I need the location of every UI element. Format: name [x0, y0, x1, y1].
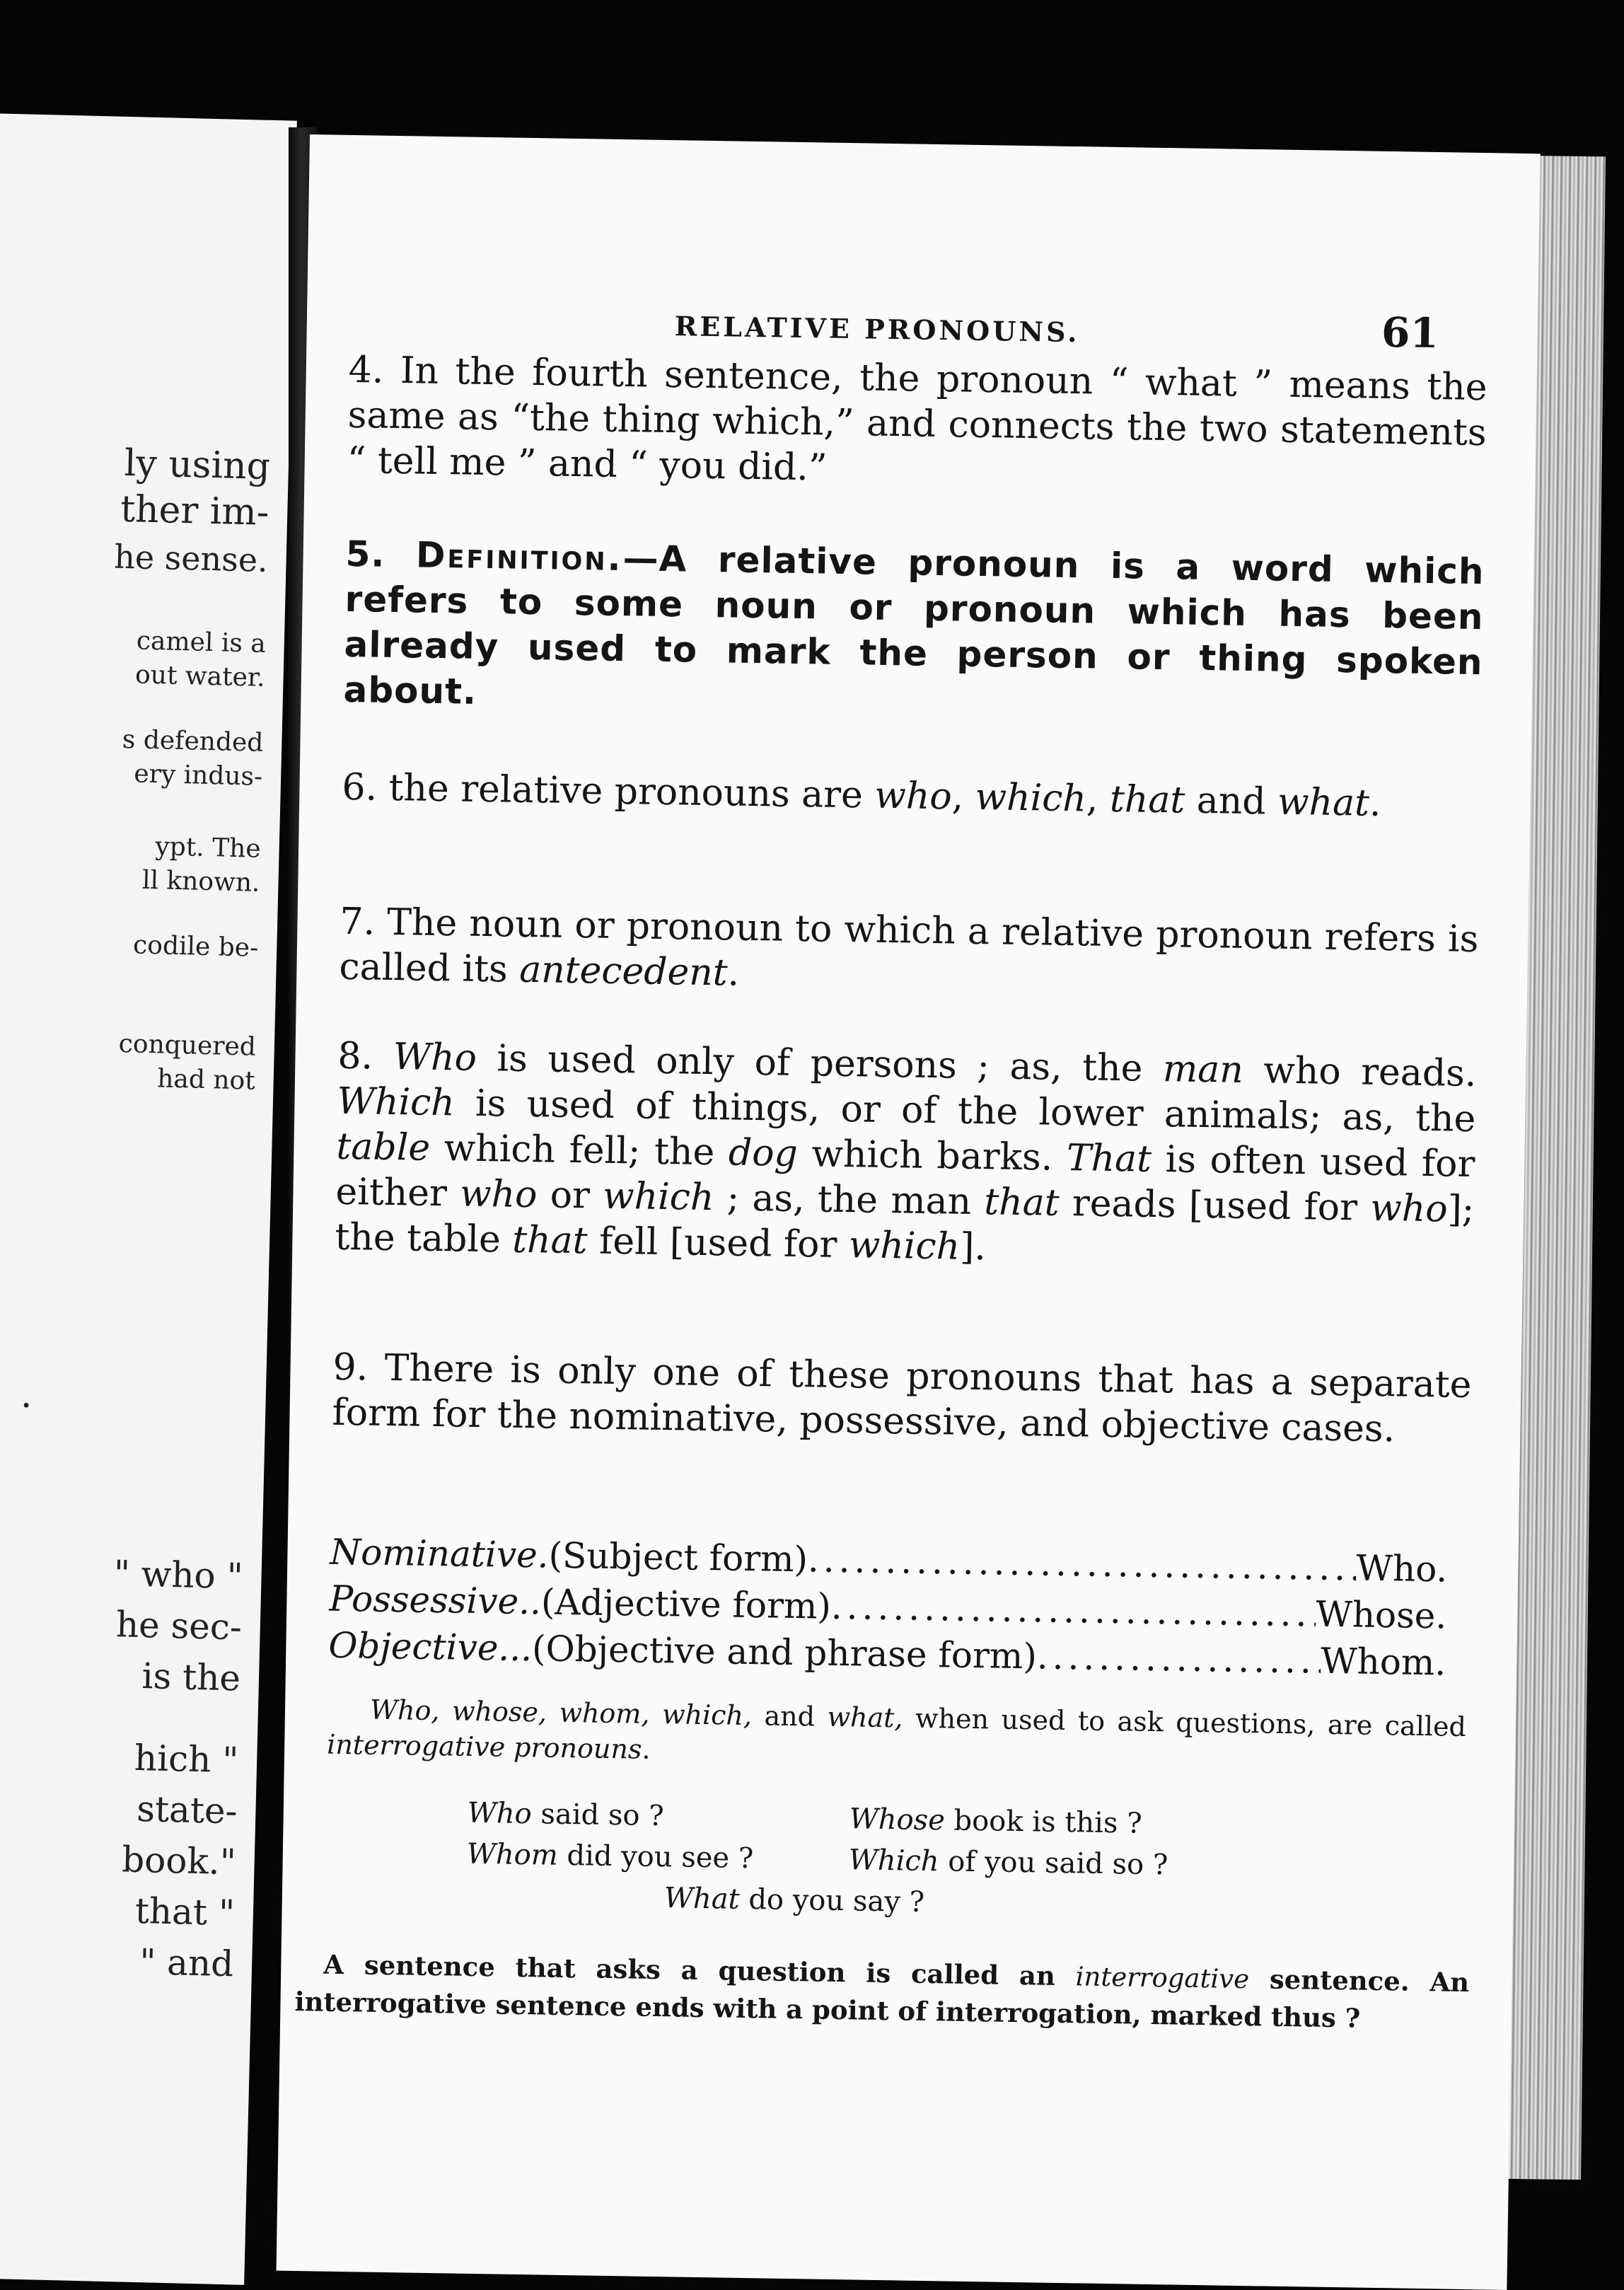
p8-which: which	[848, 1224, 961, 1268]
p8-man: man	[1162, 1048, 1244, 1092]
closing-term: interrogative	[1075, 1961, 1250, 1995]
left-fragment: ly using	[124, 441, 271, 488]
p8-text: is used of things, or of the lower animals; as, the	[454, 1082, 1476, 1141]
example-question	[466, 1834, 849, 1880]
left-fragment: ther im-	[120, 487, 270, 534]
definition-number: 5.	[345, 533, 385, 575]
note-text: and	[751, 1700, 828, 1733]
p8-text: reads [used for	[1059, 1181, 1371, 1230]
p8-number: 8.	[337, 1034, 394, 1079]
paragraph-9	[332, 1345, 1472, 1453]
definition-text: —A relative pronoun is a word which refers to some noun or pronoun which has been already used to mark the person or thing spoken about.	[343, 538, 1485, 712]
p8-that: That	[1066, 1136, 1152, 1181]
right-page	[277, 134, 1541, 2290]
case-description: (Adjective form)	[540, 1581, 832, 1627]
paragraph-5-definition	[343, 531, 1485, 730]
left-fragment: state-	[136, 1788, 238, 1832]
example-rest: did you see ?	[557, 1839, 754, 1875]
note-term: interrogative pronouns	[326, 1728, 642, 1765]
paragraph-9-text: 9. There is only one of these pronouns that has a separate form for the nominative, possessive, and objective cases.	[332, 1346, 1472, 1451]
example-word: Whose	[849, 1803, 946, 1837]
example-word: Who	[467, 1796, 533, 1831]
left-page	[0, 113, 297, 2285]
note-text: when used to ask questions, are called	[903, 1702, 1467, 1742]
left-fragment: s defended	[122, 724, 264, 758]
running-title: RELATIVE PRONOUNS.	[674, 310, 1080, 349]
p7-end: .	[727, 952, 740, 995]
left-fragment: " and	[139, 1941, 234, 1985]
example-rest: book is this ?	[944, 1804, 1142, 1840]
closing-text: A sentence that asks a question is called an	[323, 1948, 1077, 1992]
left-fragment: " who "	[113, 1553, 244, 1597]
left-fragment: camel is a	[136, 626, 267, 659]
p8-who: who	[459, 1172, 538, 1217]
example-word: Which	[848, 1844, 939, 1878]
note-words: Who, whose, whom, which,	[369, 1694, 753, 1732]
p6-and: and	[1184, 779, 1278, 823]
example-rest: of you said so ?	[939, 1845, 1168, 1882]
p6-which: which	[975, 775, 1087, 821]
case-description: (Objective and phrase form)	[531, 1628, 1038, 1677]
p8-text: which fell; the	[429, 1126, 729, 1174]
leader-dots	[808, 1536, 1357, 1591]
case-description: (Subject form)	[548, 1534, 808, 1580]
p8-who: Who	[393, 1036, 477, 1080]
p8-which: Which	[337, 1080, 456, 1125]
left-fragment: he sec-	[115, 1604, 243, 1648]
page-number: 61	[1381, 308, 1439, 358]
example-question	[663, 1878, 924, 1923]
note-text: .	[642, 1733, 651, 1765]
closing-note	[294, 1945, 1469, 2038]
case-form: Who.	[1356, 1547, 1448, 1590]
case-label: Objective...	[328, 1624, 533, 1670]
p6-lead: 6. the relative pronouns are	[342, 765, 875, 817]
left-fragment: that "	[134, 1890, 236, 1934]
paragraph-6: 6. the relative pronouns are who, which, that and what.	[342, 765, 1381, 825]
p8-that: that	[983, 1181, 1060, 1225]
left-fragment: codile be-	[132, 930, 259, 963]
left-fragment: had not	[156, 1064, 256, 1096]
leader-dots	[830, 1583, 1316, 1638]
case-form: Whose.	[1316, 1593, 1447, 1637]
paragraph-4	[347, 347, 1487, 501]
p8-text: is often used for either	[335, 1138, 1475, 1215]
p8-table: table	[336, 1125, 431, 1169]
left-fragment: conquered	[118, 1029, 257, 1062]
example-question	[848, 1839, 1231, 1886]
paragraph-7	[339, 899, 1479, 1007]
left-fragment: book."	[121, 1839, 237, 1883]
paragraph-8	[335, 1034, 1477, 1278]
example-word: Whom	[466, 1837, 559, 1872]
left-fragment: he sense.	[113, 537, 269, 579]
p8-that: that	[511, 1218, 588, 1263]
p6-that: that	[1109, 777, 1185, 822]
case-form: Whom.	[1320, 1640, 1446, 1684]
case-label: Possessive..	[329, 1578, 542, 1623]
left-fragment: is the	[141, 1655, 241, 1699]
p8-text: is used only of persons ; as, the	[476, 1036, 1164, 1091]
example-rest: said so ?	[531, 1798, 665, 1833]
example-question	[467, 1793, 849, 1839]
p8-who: who	[1369, 1186, 1449, 1231]
interrogative-note	[327, 1692, 1466, 1780]
leader-dots	[1036, 1633, 1321, 1684]
left-fragment: hich "	[134, 1737, 239, 1781]
left-fragment: ll known.	[141, 865, 261, 898]
p7-lead: 7. The noun or pronoun to which a relative pronoun refers is called its	[339, 900, 1479, 991]
paragraph-4-text: 4. In the fourth sentence, the pronoun “ what ” means the same as “the thing which,” and connects the two statements “ tell me ” and “ you did.”	[347, 348, 1488, 490]
p8-text: or	[537, 1174, 603, 1218]
p8-text: which barks.	[797, 1133, 1067, 1179]
left-fragment: ery indus-	[133, 759, 263, 792]
example-rest: do you say ?	[739, 1883, 925, 1919]
p6-end: .	[1369, 782, 1381, 825]
running-head	[674, 297, 1439, 357]
p8-which: which	[602, 1174, 714, 1220]
p8-text: ].	[959, 1225, 987, 1269]
example-question	[849, 1798, 1231, 1845]
closing-text: sentence. An interrogative sentence ends with a point of interrogation, marked thus ?	[294, 1963, 1470, 2034]
p7-antecedent: antecedent	[518, 948, 729, 995]
definition-label: Definition.	[415, 534, 624, 579]
p6-what: what	[1277, 780, 1370, 825]
case-label: Nominative.	[330, 1531, 550, 1576]
p8-text: fell [used for	[587, 1220, 849, 1267]
case-forms-table	[328, 1529, 1448, 1687]
note-what: what,	[827, 1701, 903, 1734]
p8-text: ]; the table	[335, 1188, 1475, 1261]
p8-dog: dog	[728, 1131, 799, 1176]
left-fragment: ypt. The	[154, 832, 262, 864]
question-examples	[325, 1791, 1466, 1931]
p8-text: who reads.	[1243, 1048, 1477, 1096]
p6-who: who	[874, 774, 953, 819]
p8-text: ; as, the man	[713, 1176, 985, 1224]
left-fragment: out water.	[134, 660, 266, 693]
left-fragment: .	[20, 1373, 33, 1417]
example-word: What	[663, 1882, 741, 1916]
